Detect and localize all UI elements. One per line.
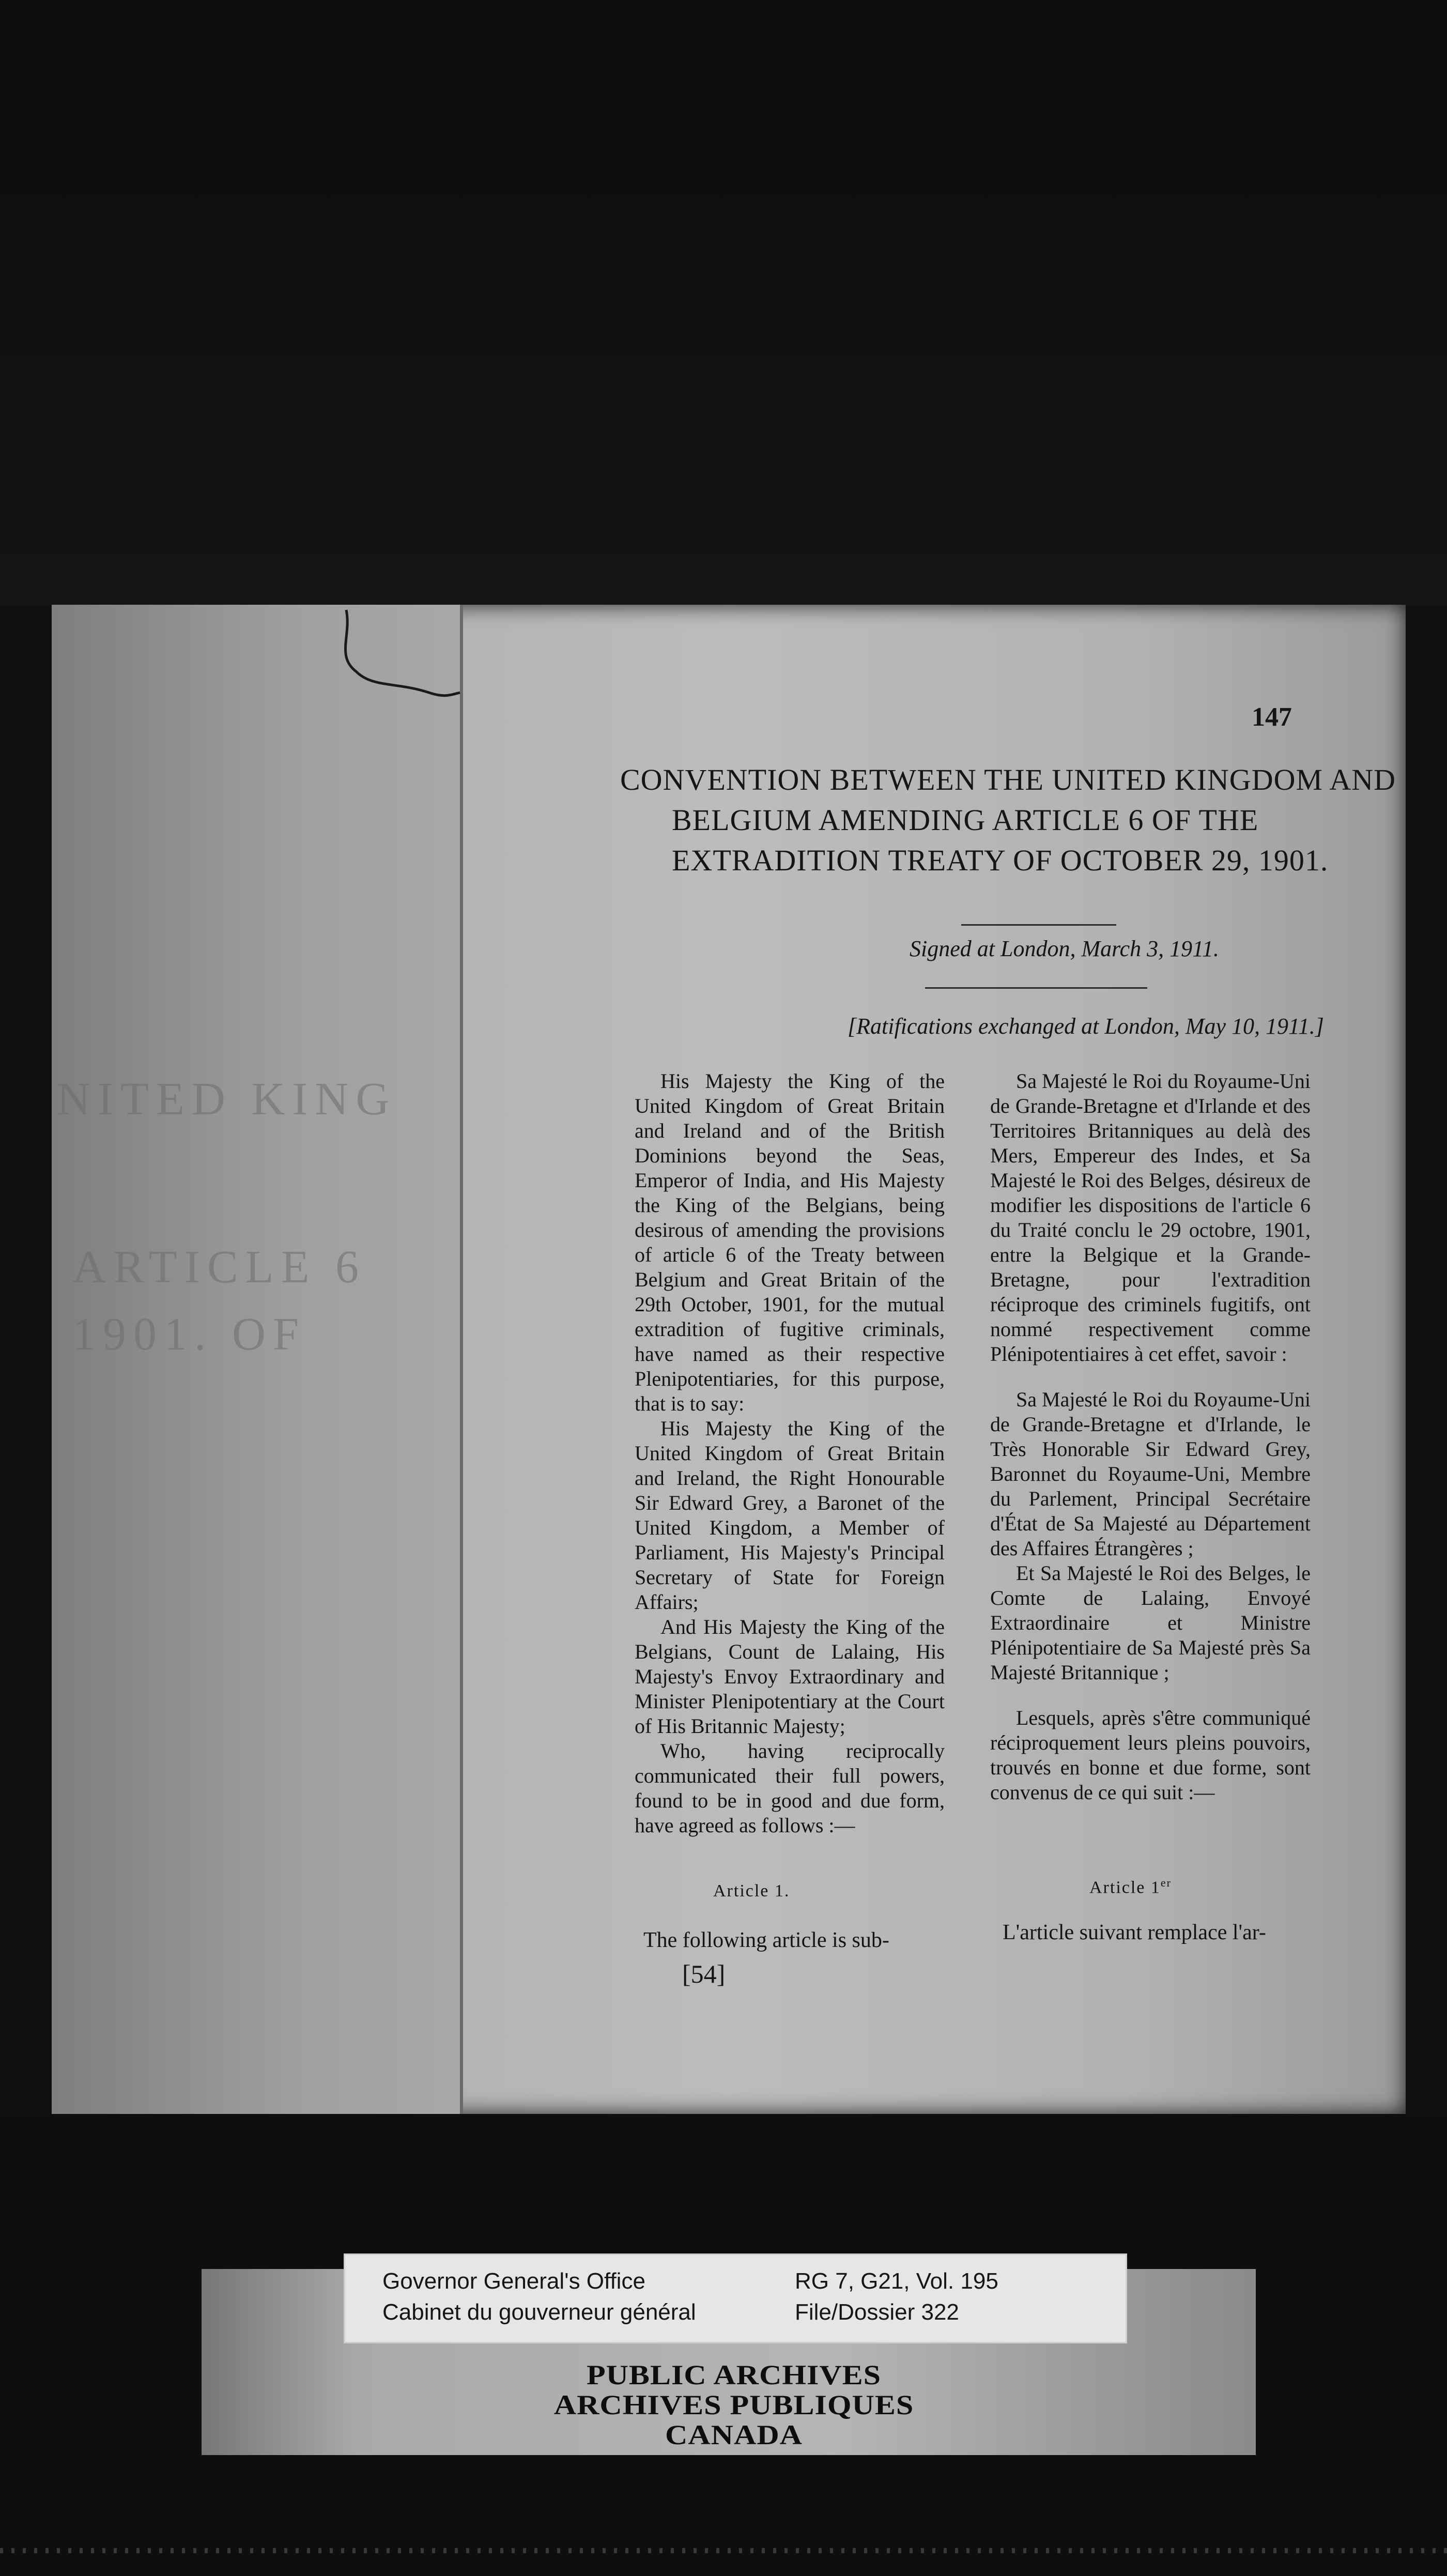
film-edge [0,2548,1447,2553]
english-plenipotentiary-uk: His Majesty the King of the United Kingdom of Great Britain and Ireland, the Right Honourable Sir Edward Grey, a Baronet of the United Kingdom, a Member of Parliament, His Majesty's Principal Secretary of State for Foreign Affairs; [635,1417,945,1614]
archives-stamp [320,2360,1147,2450]
french-column [990,1069,1311,1826]
office-french: Cabinet du gouverneur général [382,2299,696,2325]
english-plenipotentiary-be: And His Majesty the King of the Belgians, Count de Lalaing, His Majesty's Envoy Extraordinary and Minister Plenipotentiary at the Court of His Britannic Majesty; [635,1615,945,1738]
stamp-line: CANADA [665,2419,803,2450]
bleed-text: NITED KING [57,1074,397,1125]
ratifications-line: [Ratifications exchanged at London, May 10, 1911.] [848,1014,1324,1039]
stamp-line: ARCHIVES PUBLIQUES [553,2389,914,2420]
signed-line: Signed at London, March 3, 1911. [910,936,1219,961]
left-page-bleed-through [52,605,463,2114]
english-column [635,1069,945,1838]
document-title: CONVENTION BETWEEN THE UNITED KINGDOM AND BELGIUM AMENDING ARTICLE 6 OF THE EXTRADITION TREATY OF OCTOBER 29, 1901. [620,763,1396,877]
french-agreement: Lesquels, après s'être communiqué réciproquement leurs pleins pouvoirs, trouvés en bonne et due forme, sont convenus de ce qui suit :— [990,1706,1311,1804]
bleed-text: 1901. OF [72,1309,306,1360]
record-group-reference: RG 7, G21, Vol. 195 [795,2268,998,2294]
right-page [465,605,1406,2114]
page-number: 147 [1252,702,1292,732]
title-rule [961,924,1116,926]
file-reference: File/Dossier 322 [795,2299,959,2325]
archive-label [344,2253,1127,2343]
french-plenipotentiary-be: Et Sa Majesté le Roi des Belges, le Comte de Lalaing, Envoyé Extraordinaire et Ministre Plénipotentiaire de Sa Majesté près Sa Majesté Britannique ; [990,1561,1311,1684]
office-english: Governor General's Office [382,2268,645,2294]
english-preamble: His Majesty the King of the United Kingdom of Great Britain and Ireland and of the British Dominions beyond the Seas, Emperor of India, and His Majesty the King of the Belgians, being desirous of amending the provisions of article 6 of the Treaty between Belgium and Great Britain of the 29th October, 1901, for the mutual extradition of fugitive criminals, have named as their respective Plenipotentiaries, for this purpose, that is to say: [635,1069,945,1415]
french-preamble: Sa Majesté le Roi du Royaume-Uni de Grande-Bretagne et d'Irlande et des Territoires Britanniques au delà des Mers, Empereur des Indes, et Sa Majesté le Roi des Belges, désireux de modifier les dispositions de l'article 6 du Traité conclu le 29 octobre, 1901, entre la Belgique et la Grande-Bretagne, pour l'extradition réciproque des criminels fugitifs, ont nommé respectivement comme Plénipotentiaires à cet effet, savoir : [990,1069,1311,1366]
english-article-heading: Article 1. [713,1881,790,1900]
french-article-text: L'article suivant remplace l'ar- [1003,1921,1266,1944]
bleed-text: ARTICLE 6 [72,1241,366,1293]
signed-rule [925,987,1147,989]
english-article-text: The following article is sub- [643,1928,889,1952]
stamp-line: PUBLIC ARCHIVES [586,2359,882,2390]
scanned-page-spread [52,605,1406,2114]
microfilm-frame-top [0,0,1447,605]
french-article-heading: Article 1er [1089,1876,1172,1897]
english-agreement: Who, having reciprocally communicated their full powers, found to be in good and due form, have agreed as follows :— [635,1739,945,1837]
signature-mark: [54] [682,1959,726,1988]
french-plenipotentiary-uk: Sa Majesté le Roi du Royaume-Uni de Grande-Bretagne et d'Irlande, le Très Honorable Sir Edward Grey, Baronnet du Royaume-Uni, Membre du Parlement, Principal Secrétaire d'État de Sa Majesté au Département des Affaires Étrangères ; [990,1388,1311,1560]
